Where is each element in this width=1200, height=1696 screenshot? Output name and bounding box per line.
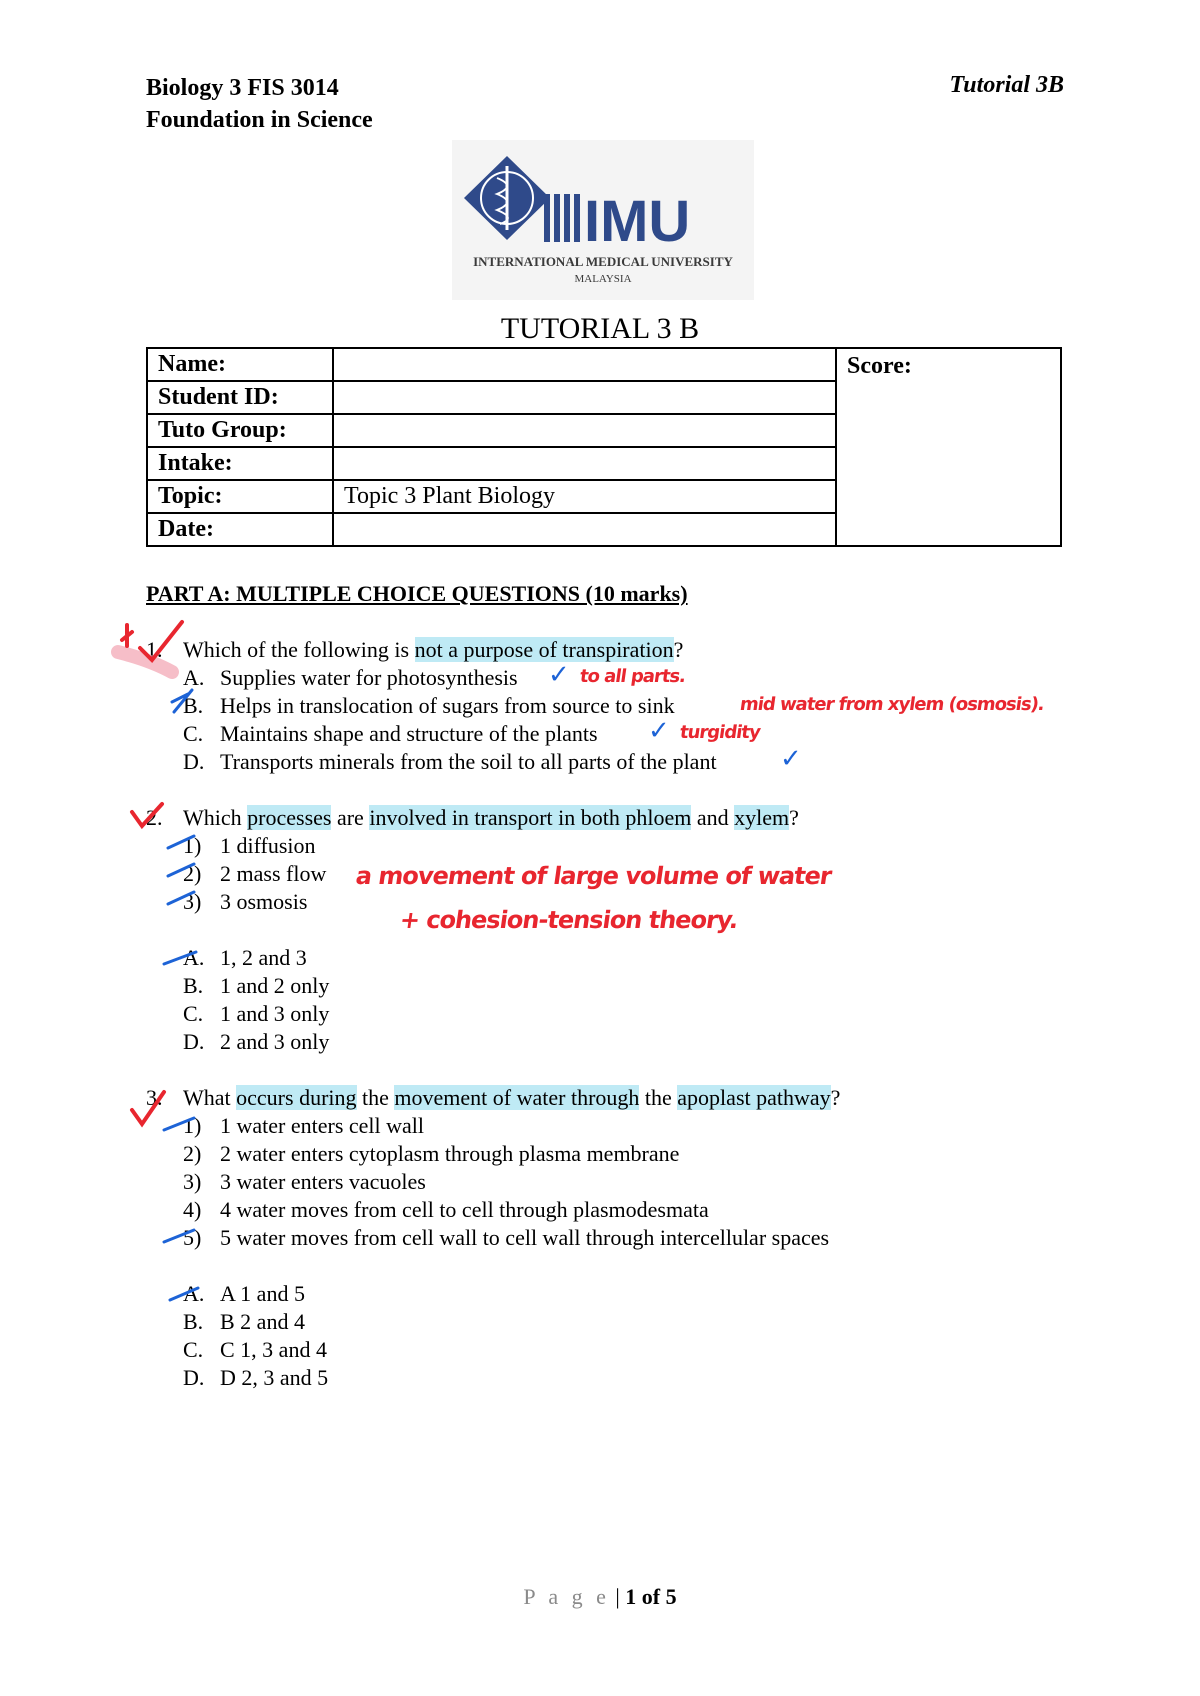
blue-strike-mark-icon [164,1118,194,1242]
checkmark-icon: ✓ [780,744,802,774]
program-name: Foundation in Science [146,107,373,133]
item-number: 1) [183,833,202,858]
option-letter: D. [183,1029,205,1054]
highlighted-text: movement of water through [394,1085,640,1110]
topic-field[interactable]: Topic 3 Plant Biology [333,480,836,513]
question-number: 1. [146,637,163,662]
highlighted-text: processes [247,805,332,830]
option-letter: A. [183,1281,205,1306]
section-heading: PART A: MULTIPLE CHOICE QUESTIONS (10 marks) [146,581,688,606]
handwritten-note: to all parts. [578,666,687,687]
tutorial-label: Tutorial 3B [949,72,1064,98]
option-letter: D. [183,749,205,774]
item-number: 2) [183,861,202,886]
score-label: Score: [847,353,912,379]
question-number: 3. [146,1085,163,1110]
handwritten-note: mid water from xylem (osmosis). [738,694,1046,715]
option-text: Helps in translocation of sugars from source to sink [220,693,675,718]
page-footer: P a g e | 1 of 5 [523,1584,677,1609]
option-text: C 1, 3 and 4 [220,1337,327,1362]
option-letter: A. [183,945,205,970]
option-text: 1 and 2 only [220,973,330,998]
question-text-part: the [356,1085,395,1110]
option-letter: C. [183,1337,204,1362]
intake-label: Intake: [147,447,333,480]
logo-country: MALAYSIA [574,273,632,285]
name-label: Name: [147,348,333,381]
option-letter: B. [183,973,204,998]
red-tick-mark-icon [132,804,162,826]
item-text: 1 diffusion [220,833,316,858]
option-letter: B. [183,693,204,718]
logo-short-name: IMU [584,189,691,254]
red-tick-mark-icon [132,1092,164,1124]
item-text: 2 mass flow [220,861,327,886]
checkmark-icon: ✓ [548,660,570,690]
item-text: 3 water enters vacuoles [220,1169,426,1194]
item-number: 1) [183,1113,202,1138]
option-text: Supplies water for photosynthesis [220,665,518,690]
student-id-label: Student ID: [147,381,333,414]
option-text: Transports minerals from the soil to all parts of the plant [220,749,717,774]
tuto-group-label: Tuto Group: [147,414,333,447]
question-text-part: Which of the following is [183,637,415,662]
blue-tick-mark-icon [172,690,192,712]
item-number: 3) [183,1169,202,1194]
option-text: Maintains shape and structure of the plants [220,721,598,746]
highlighted-text: apoplast pathway [677,1085,831,1110]
highlighted-text: xylem [734,805,790,830]
option-text: D 2, 3 and 5 [220,1365,329,1390]
option-text: 1, 2 and 3 [220,945,307,970]
item-number: 3) [183,889,202,914]
option-letter: C. [183,721,204,746]
handwritten-note: + cohesion-tension theory. [398,906,740,934]
logo-full-name: INTERNATIONAL MEDICAL UNIVERSITY [473,254,733,269]
blue-strike-mark-icon [168,836,194,904]
checkmark-icon: ✓ [648,716,670,746]
item-text: 4 water moves from cell to cell through plasmodesmata [220,1197,709,1222]
question-text-part: are [331,805,370,830]
question-text-part: Which [183,805,248,830]
item-text: 5 water moves from cell wall to cell wall through intercellular spaces [220,1225,830,1250]
option-text: 1 and 3 only [220,1001,330,1026]
question-text-part: the [639,1085,678,1110]
option-letter: B. [183,1309,204,1334]
question-text-part: ? [673,637,684,662]
date-label: Date: [147,513,333,546]
question-text-part: What [183,1085,237,1110]
handwritten-note: a movement of large volume of water [354,862,833,890]
item-text: 3 osmosis [220,889,308,914]
item-text: 2 water enters cytoplasm through plasma membrane [220,1141,680,1166]
option-text: 2 and 3 only [220,1029,330,1054]
page-word: P a g e [523,1584,610,1609]
handwritten-note: turgidity [678,722,762,743]
highlighted-text: involved in transport in both phloem [369,805,692,830]
blue-tick-mark-icon [170,1288,198,1300]
course-code: Biology 3 FIS 3014 [146,75,339,101]
option-letter: C. [183,1001,204,1026]
page-title: TUTORIAL 3 B [500,312,700,345]
option-text: A 1 and 5 [220,1281,305,1306]
topic-label: Topic: [147,480,333,513]
question-text-part: and [691,805,735,830]
question-text-part: ? [789,805,799,830]
question-number: 2. [146,805,163,830]
highlighted-text: not a purpose of transpiration [414,637,674,662]
item-number: 5) [183,1225,202,1250]
item-number: 2) [183,1141,202,1166]
highlighted-text: occurs during [236,1085,357,1110]
page-number: 1 of 5 [625,1584,677,1609]
option-text: B 2 and 4 [220,1309,305,1334]
option-letter: D. [183,1365,205,1390]
item-text: 1 water enters cell wall [220,1113,425,1138]
blue-tick-mark-icon [164,952,196,964]
option-letter: A. [183,665,205,690]
item-number: 4) [183,1197,202,1222]
question-text-part: ? [830,1085,841,1110]
